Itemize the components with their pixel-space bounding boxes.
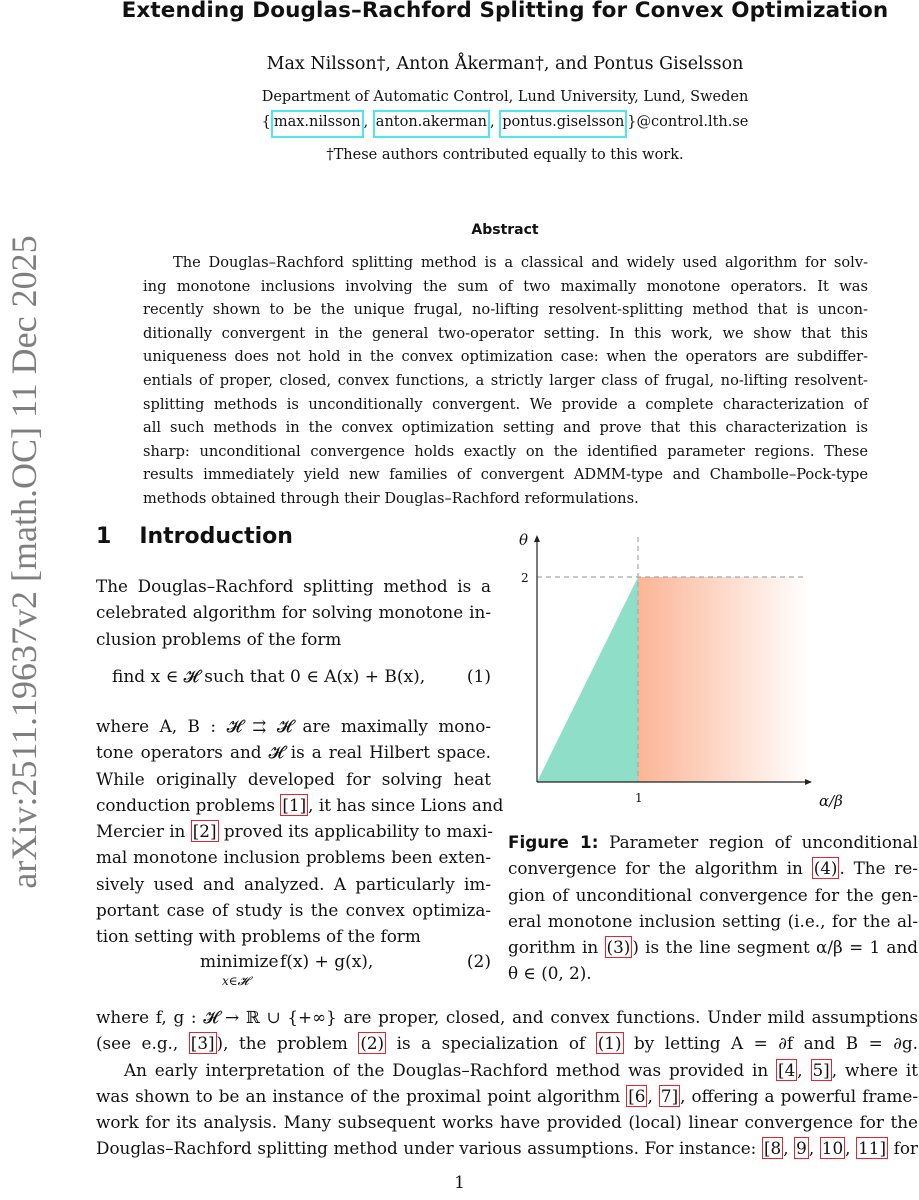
text-line: portant case of study is the convex optimiza- bbox=[96, 900, 491, 921]
caption-line bbox=[508, 855, 918, 881]
equation-1-number: (1) bbox=[466, 667, 491, 687]
abstract-line: results immediately yield new families of convergent ADMM-type and Chambolle–Pock-type bbox=[143, 466, 868, 484]
text-fragment: , offering a powerful frame- bbox=[680, 1085, 919, 1106]
text-fragment: (see e.g., bbox=[96, 1033, 179, 1054]
citation-link[interactable]: [2] bbox=[192, 821, 217, 842]
text-line: where f, g : 𝓗 → ℝ ∪ {+∞} are proper, closed, and convex functions. Under mild assumptions bbox=[96, 1007, 918, 1027]
text-line: The Douglas–Rachford splitting method is a bbox=[96, 576, 491, 596]
text-fragment: An early interpretation of the Douglas–Rachford method was provided in bbox=[124, 1059, 769, 1080]
caption-line bbox=[508, 829, 918, 855]
abstract-line: methods obtained through their Douglas–Rachford reformulations. bbox=[143, 489, 639, 507]
citation-link[interactable]: 7] bbox=[660, 1085, 679, 1106]
equation-ref-link[interactable]: (1) bbox=[597, 1033, 622, 1054]
citation-link[interactable]: [8 bbox=[763, 1138, 782, 1159]
email-link-giselsson[interactable]: pontus.giselsson bbox=[499, 110, 627, 138]
text-fragment: , where it bbox=[831, 1059, 919, 1080]
citation-link[interactable]: 9 bbox=[796, 1138, 807, 1159]
section-heading bbox=[96, 524, 293, 549]
text-fragment: , bbox=[808, 1138, 815, 1159]
citation-link[interactable]: [6 bbox=[628, 1085, 646, 1106]
body-text bbox=[96, 1004, 918, 1162]
equation-ref-link[interactable]: (3) bbox=[606, 937, 631, 958]
abstract-line: uniqueness does not hold in the convex optimization case: when the operators are subdiffer- bbox=[143, 348, 868, 366]
text-line: tion setting with problems of the form bbox=[96, 926, 421, 947]
text-line bbox=[96, 818, 491, 844]
text-line bbox=[96, 1083, 918, 1109]
text-fragment: conduction problems bbox=[96, 794, 276, 815]
equal-contribution-note: †These authors contributed equally to this work. bbox=[326, 147, 684, 163]
section-title: Introduction bbox=[139, 524, 293, 549]
equation-2 bbox=[96, 952, 491, 998]
equation-2-number: (2) bbox=[466, 952, 491, 972]
text-fragment: by letting A = ∂f and B = ∂g. bbox=[634, 1033, 918, 1054]
text-line: While originally developed for solving heat bbox=[96, 768, 491, 789]
paper-title: Extending Douglas–Rachford Splitting for Convex Optimization bbox=[121, 0, 889, 23]
parameter-region-figure bbox=[505, 525, 865, 815]
text-line: mal monotone inclusion problems been exten- bbox=[96, 847, 491, 868]
author-list: Max Nilsson†, Anton Åkerman†, and Pontus Giselsson bbox=[266, 54, 744, 74]
page-number: 1 bbox=[454, 1173, 465, 1193]
abstract-line: The Douglas–Rachford splitting method is a classical and widely used algorithm for solv- bbox=[173, 254, 868, 271]
text-line bbox=[96, 1030, 918, 1056]
equation-ref-link[interactable]: (4) bbox=[813, 858, 838, 879]
caption-line: gion of unconditional convergence for the gen- bbox=[508, 884, 918, 905]
green-region bbox=[537, 577, 638, 782]
figure-caption bbox=[508, 829, 918, 987]
text-fragment: Mercier in bbox=[96, 821, 186, 842]
text-fragment: . The re- bbox=[839, 858, 918, 879]
equation-1-body: find x ∈ 𝓗 such that 0 ∈ A(x) + B(x), bbox=[112, 667, 426, 687]
section-number: 1 bbox=[96, 524, 112, 549]
citation-link[interactable]: [1] bbox=[282, 794, 307, 815]
abstract-line: recently shown to be the unique frugal, no-lifting resolvent-splitting method that is uncon- bbox=[143, 301, 868, 319]
text-fragment: , bbox=[647, 1085, 653, 1106]
orange-region bbox=[638, 577, 810, 782]
x-tick-label: 1 bbox=[635, 791, 643, 805]
abstract-line: splitting methods is unconditionally convergent. We provide a complete characterization of bbox=[143, 395, 868, 413]
affiliation: Department of Automatic Control, Lund University, Lund, Sweden bbox=[261, 89, 749, 105]
equation-1 bbox=[112, 667, 491, 687]
citation-link[interactable]: 10 bbox=[821, 1138, 844, 1159]
caption-line: eral monotone inclusion setting (i.e., for the al- bbox=[508, 910, 918, 931]
email-separator: , bbox=[363, 114, 369, 130]
text-fragment: for bbox=[893, 1138, 918, 1159]
abstract-line: ditionally convergent in the general two-operator setting. In this work, we show that this bbox=[143, 324, 868, 342]
citation-link[interactable]: 11] bbox=[858, 1138, 886, 1159]
figure-label: Figure 1: bbox=[508, 832, 599, 852]
email-domain: }@control.lth.se bbox=[627, 114, 749, 130]
citation-link[interactable]: 5] bbox=[812, 1059, 830, 1080]
text-fragment: ) is the line segment α/β = 1 and bbox=[632, 937, 918, 958]
abstract-line: all such methods in the convex optimization setting and prove that this characterization is bbox=[143, 419, 868, 437]
text-fragment: , bbox=[845, 1138, 851, 1159]
equation-2-body: f(x) + g(x), bbox=[280, 952, 374, 972]
arxiv-identifier: arXiv:2511.19637v2 [math.OC] 11 Dec 2025 bbox=[4, 235, 44, 889]
email-line bbox=[90, 114, 919, 130]
text-line bbox=[96, 792, 504, 818]
x-axis-label: α/β bbox=[819, 792, 843, 810]
y-axis-label: θ bbox=[519, 531, 529, 549]
caption-line: θ ∈ (0, 2). bbox=[508, 963, 592, 984]
email-link-akerman[interactable]: anton.akerman bbox=[373, 110, 490, 138]
text-line: celebrated algorithm for solving monotone in- bbox=[96, 602, 491, 623]
text-fragment: Parameter region of unconditional bbox=[609, 832, 918, 852]
abstract-line: sharp: unconditional convergence holds exactly on the identified parameter regions. These bbox=[143, 442, 868, 460]
abstract-body bbox=[143, 251, 868, 511]
y-tick-label: 2 bbox=[521, 571, 529, 585]
citation-link[interactable]: [4 bbox=[778, 1059, 796, 1080]
equation-ref-link[interactable]: (2) bbox=[360, 1033, 385, 1054]
text-line: work for its analysis. Many subsequent works have provided (local) linear convergence for the bbox=[96, 1112, 918, 1133]
text-fragment: is a specialization of bbox=[396, 1033, 586, 1054]
text-fragment: , it has since Lions and bbox=[308, 794, 504, 815]
text-fragment: ), the problem bbox=[216, 1033, 348, 1054]
caption-line bbox=[508, 934, 918, 960]
abstract-line: ing monotone inclusions involving the sum of two maximally monotone operators. It was bbox=[143, 277, 868, 295]
text-line: where A, B : 𝓗 ⇉ 𝓗 are maximally mono- bbox=[96, 716, 491, 736]
text-line: tone operators and 𝓗 is a real Hilbert space. bbox=[96, 742, 491, 763]
text-line bbox=[96, 1057, 918, 1083]
email-brace-open: { bbox=[261, 114, 271, 130]
text-fragment: convergence for the algorithm in bbox=[508, 858, 803, 879]
abstract-heading: Abstract bbox=[471, 222, 539, 238]
equation-2-operator: minimize bbox=[200, 952, 279, 972]
email-separator: , bbox=[489, 114, 495, 130]
abstract-line: entials of proper, closed, convex functions, a strictly larger class of frugal, no-lifting resolvent- bbox=[143, 371, 868, 389]
text-fragment: proved its applicability to maxi- bbox=[223, 821, 493, 842]
text-line bbox=[96, 1135, 918, 1161]
text-fragment: was shown to be an instance of the proximal point algorithm bbox=[96, 1085, 621, 1106]
text-fragment: , bbox=[783, 1138, 789, 1159]
y-axis-arrow bbox=[534, 535, 540, 542]
equation-2-subscript: x∈𝓗 bbox=[222, 974, 249, 988]
text-line: clusion problems of the form bbox=[96, 628, 342, 649]
text-fragment: , bbox=[797, 1059, 803, 1080]
intro-paragraph-1 bbox=[96, 573, 491, 652]
text-line: sively used and analyzed. A particularly im- bbox=[96, 873, 491, 894]
intro-paragraph-2 bbox=[96, 713, 504, 950]
text-fragment: gorithm in bbox=[508, 937, 599, 958]
email-link-nilsson[interactable]: max.nilsson bbox=[271, 110, 364, 138]
text-fragment: Douglas–Rachford splitting method under various assumptions. For instance: bbox=[96, 1138, 757, 1159]
citation-link[interactable]: [3] bbox=[190, 1033, 215, 1054]
